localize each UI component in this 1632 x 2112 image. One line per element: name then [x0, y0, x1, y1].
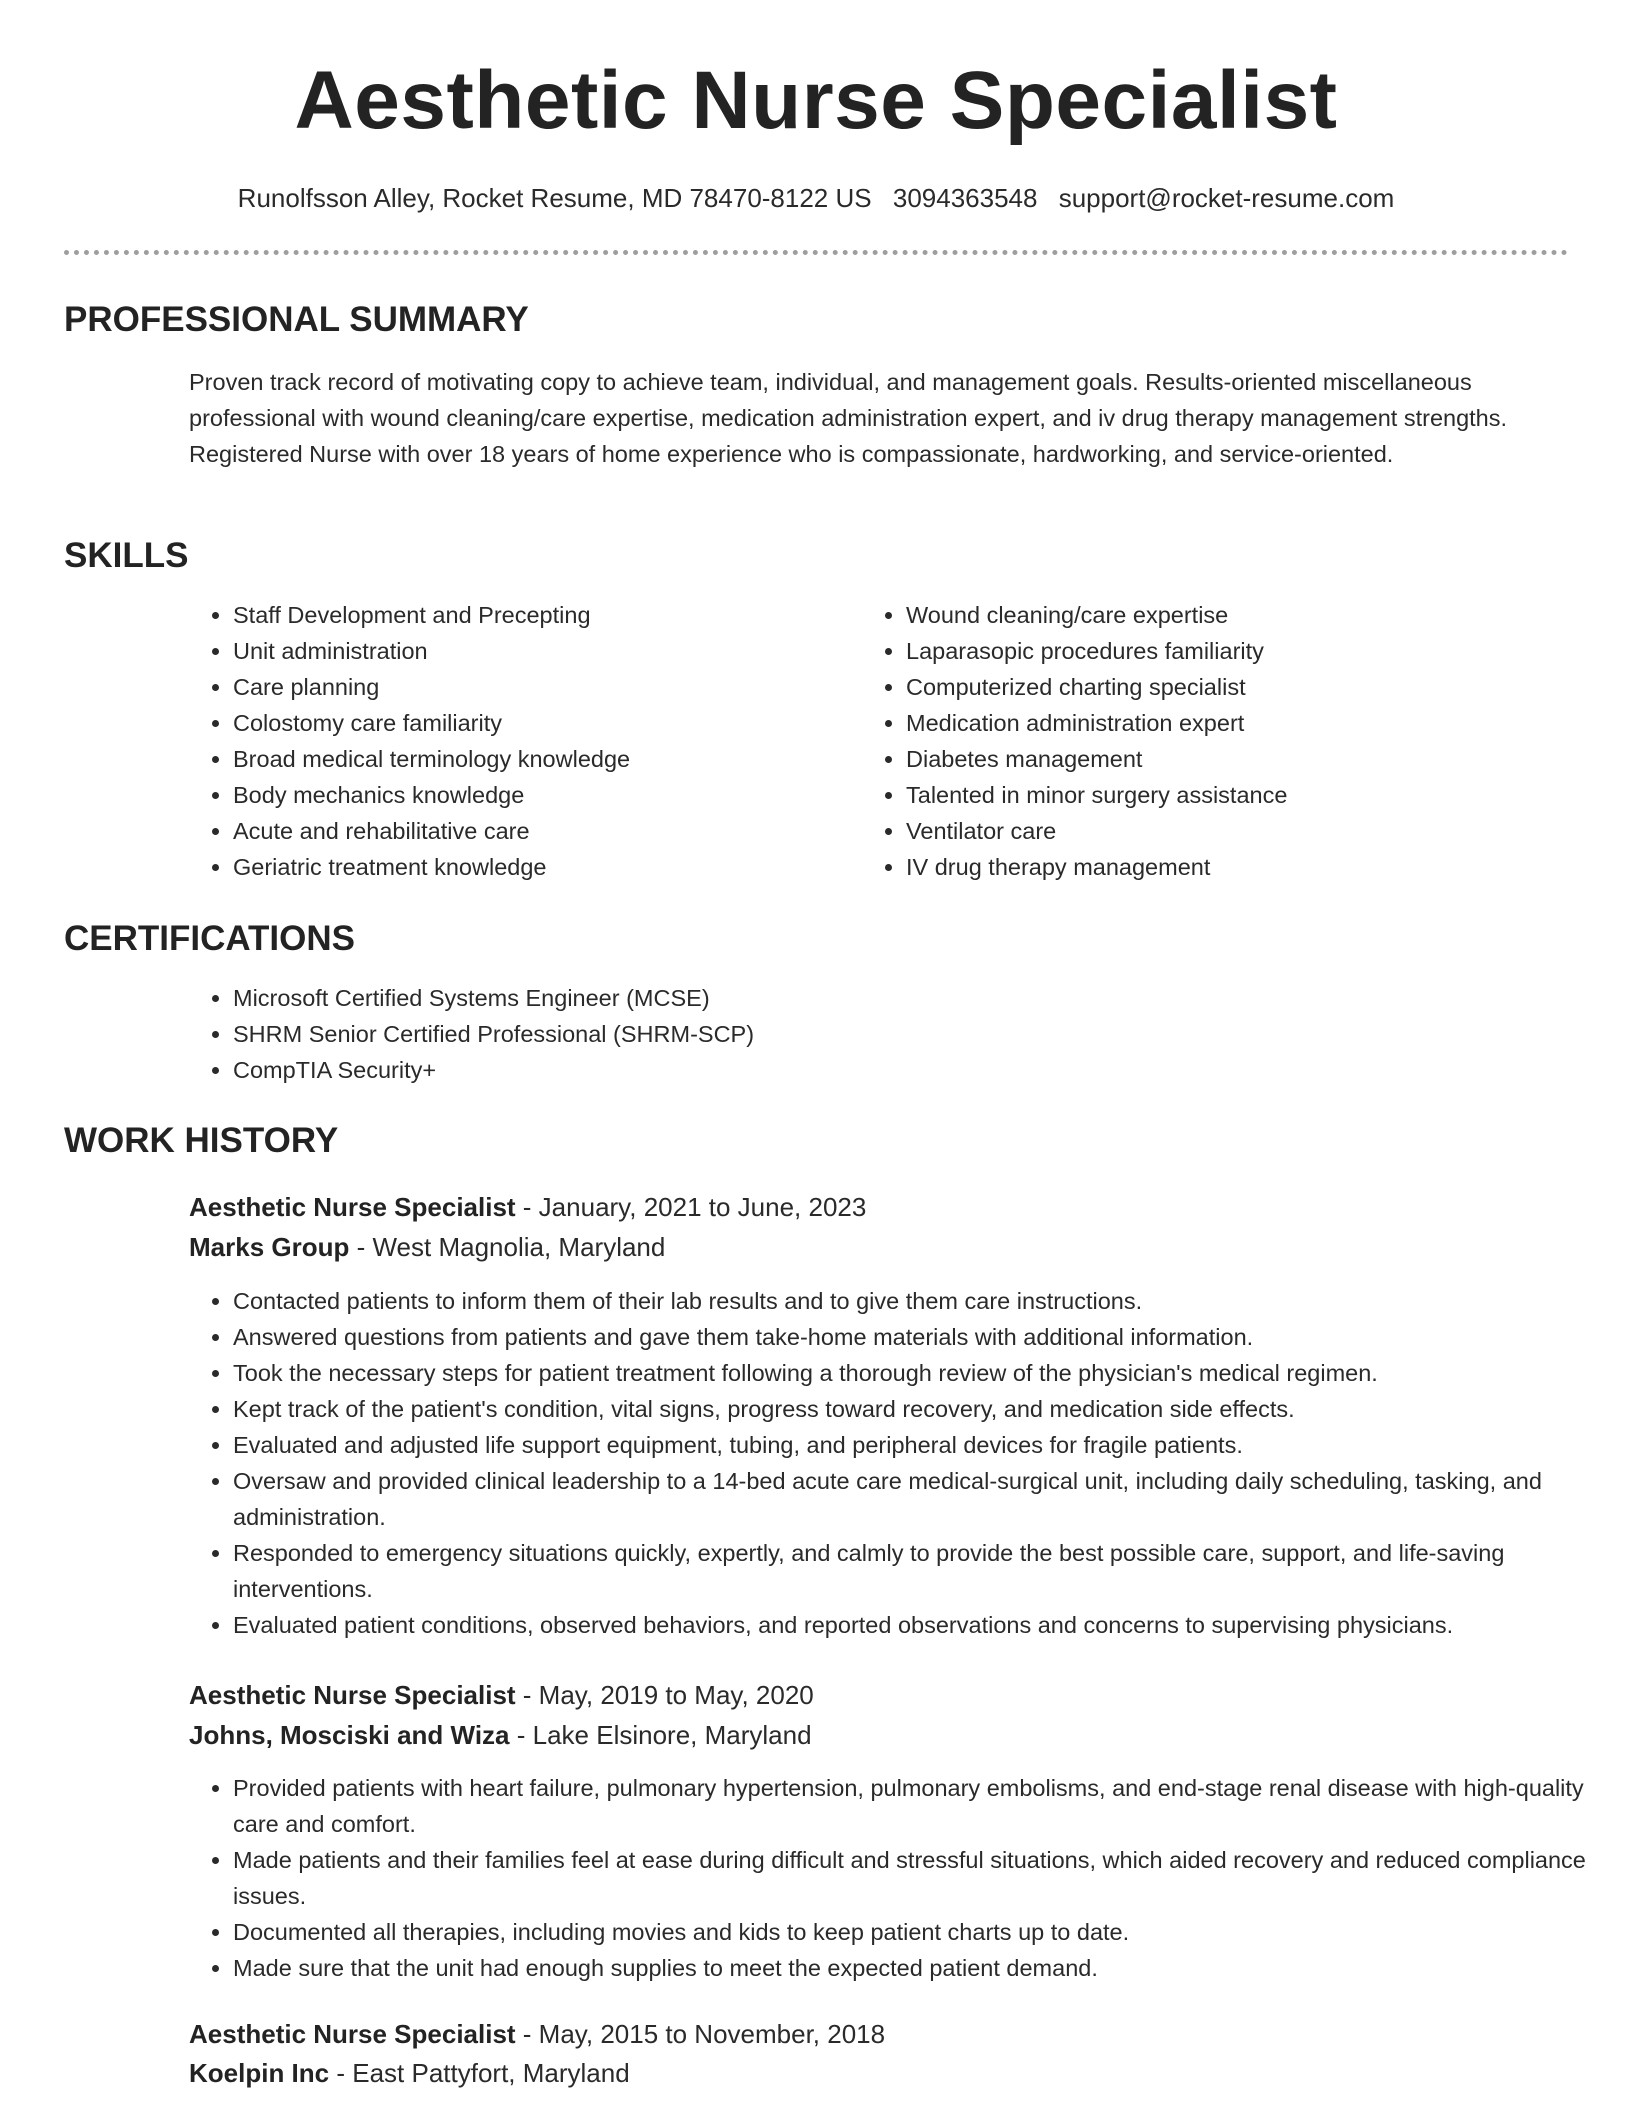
list-item: • SHRM Senior Certified Professional (SHRM-SCP) [233, 1016, 1603, 1052]
list-item: • Ventilator care [906, 813, 1566, 849]
list-item: • Laparasopic procedures familiarity [906, 633, 1566, 669]
list-item: • Staff Development and Precepting [233, 597, 873, 633]
skills-list-left [189, 597, 873, 885]
skills-list-right [862, 597, 1566, 885]
job-company-line [189, 2055, 630, 2091]
job-location: - Lake Elsinore, Maryland [509, 1720, 812, 1750]
list-item: • Oversaw and provided clinical leadership to a 14-bed acute care medical-surgical unit, including daily scheduling, tasking, and administration. [233, 1463, 1613, 1535]
list-item: • Geriatric treatment knowledge [233, 849, 873, 885]
list-item: • Medication administration expert [906, 705, 1566, 741]
list-item: • Acute and rehabilitative care [233, 813, 873, 849]
list-item: • Wound cleaning/care expertise [906, 597, 1566, 633]
list-item: • Made sure that the unit had enough supplies to meet the expected patient demand. [233, 1950, 1603, 1986]
header-divider [64, 250, 1568, 255]
contact-email: support@rocket-resume.com [1058, 183, 1395, 213]
list-item: • Broad medical terminology knowledge [233, 741, 873, 777]
list-item: • Care planning [233, 669, 873, 705]
list-item: • Microsoft Certified Systems Engineer (MCSE) [233, 980, 1603, 1016]
list-item: • Answered questions from patients and gave them take-home materials with additional information. [233, 1319, 1613, 1355]
job-role: Aesthetic Nurse Specialist [189, 1192, 516, 1222]
list-item: • Took the necessary steps for patient treatment following a thorough review of the physician's medical regimen. [233, 1355, 1613, 1391]
list-item: • Contacted patients to inform them of their lab results and to give them care instructions. [233, 1283, 1613, 1319]
list-item: • Computerized charting specialist [906, 669, 1566, 705]
list-item: • CompTIA Security+ [233, 1052, 1603, 1088]
list-item: • IV drug therapy management [906, 849, 1566, 885]
certifications-heading: CERTIFICATIONS [64, 919, 356, 958]
work-history-heading: WORK HISTORY [64, 1121, 339, 1160]
job-role: Aesthetic Nurse Specialist [189, 1680, 516, 1710]
list-item: • Documented all therapies, including movies and kids to keep patient charts up to date. [233, 1914, 1603, 1950]
list-item: • Body mechanics knowledge [233, 777, 873, 813]
job-title-line [189, 1189, 866, 1225]
resume-name: Aesthetic Nurse Specialist [294, 55, 1338, 146]
list-item: • Colostomy care familiarity [233, 705, 873, 741]
job-duties-list [189, 1283, 1613, 1643]
contact-phone: 3094363548 [892, 183, 1038, 213]
certifications-list [189, 980, 1603, 1088]
job-location: - West Magnolia, Maryland [349, 1232, 666, 1262]
list-item: • Evaluated patient conditions, observed behaviors, and reported observations and concerns to supervising physicians. [233, 1607, 1613, 1643]
job-dates: - May, 2019 to May, 2020 [515, 1680, 814, 1710]
list-item: • Talented in minor surgery assistance [906, 777, 1566, 813]
contact-address: Runolfsson Alley, Rocket Resume, MD 78470-8122 US [237, 183, 872, 213]
list-item: • Provided patients with heart failure, pulmonary hypertension, pulmonary embolisms, and end-stage renal disease with high-quality care and comfort. [233, 1770, 1603, 1842]
list-item: • Kept track of the patient's condition, vital signs, progress toward recovery, and medication side effects. [233, 1391, 1613, 1427]
job-company-line [189, 1717, 812, 1753]
job-company: Marks Group [189, 1232, 350, 1262]
list-item: • Made patients and their families feel at ease during difficult and stressful situations, which aided recovery and reduced compliance issues. [233, 1842, 1603, 1914]
list-item: • Responded to emergency situations quickly, expertly, and calmly to provide the best possible care, support, and life-saving interventions. [233, 1535, 1613, 1607]
job-dates: - January, 2021 to June, 2023 [515, 1192, 867, 1222]
summary-text: Proven track record of motivating copy to achieve team, individual, and management goals. Results-oriented miscellaneous professional with wound cleaning/care expertise, medication administration expert, and iv drug therapy management strengths. Registered Nurse with over 18 years of home experience who is compassionate, hardworking, and service-oriented. [189, 369, 1508, 467]
job-company: Johns, Mosciski and Wiza [189, 1720, 510, 1750]
list-item: • Diabetes management [906, 741, 1566, 777]
job-role: Aesthetic Nurse Specialist [189, 2019, 516, 2049]
job-dates: - May, 2015 to November, 2018 [515, 2019, 886, 2049]
summary-heading: PROFESSIONAL SUMMARY [64, 300, 529, 339]
list-item: • Evaluated and adjusted life support equipment, tubing, and peripheral devices for fragile patients. [233, 1427, 1613, 1463]
job-company: Koelpin Inc [189, 2058, 330, 2088]
job-company-line [189, 1229, 665, 1265]
contact-line [0, 180, 1632, 216]
job-location: - East Pattyfort, Maryland [329, 2058, 630, 2088]
skills-heading: SKILLS [64, 536, 189, 575]
job-title-line [189, 2016, 885, 2052]
job-duties-list [189, 1770, 1603, 1986]
list-item: • Unit administration [233, 633, 873, 669]
job-title-line [189, 1677, 814, 1713]
